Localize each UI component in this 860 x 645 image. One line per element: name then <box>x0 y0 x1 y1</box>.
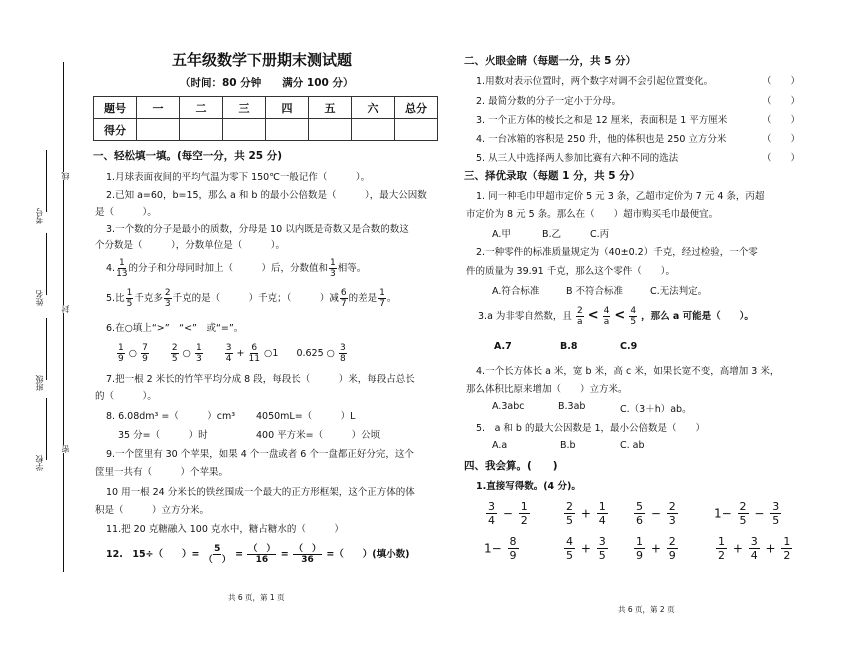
q4-f2-den: 3 <box>330 269 336 279</box>
section-2-heading: 二、火眼金睛（每题一分，共 5 分） <box>464 55 637 67</box>
judge-2: 2. 最简分数的分子一定小于分母。 <box>476 96 622 107</box>
q12-fraction-2 <box>247 544 276 565</box>
section-3-heading: 三、择优录取（每题 1 分，共 5 分） <box>464 170 641 182</box>
c3-suffix: ，那么 a 可能是（ ）。 <box>641 311 754 322</box>
calc-fraction <box>564 535 575 562</box>
calc-fraction-num: 1 <box>520 500 528 513</box>
q6-item2-a <box>171 343 179 364</box>
q6-item3-plus <box>249 343 260 364</box>
calc-operator: 1− <box>714 506 736 521</box>
calc-fraction-den: 4 <box>598 514 606 527</box>
calc-operator: − <box>750 506 769 521</box>
c3-f1-den: a <box>577 317 583 327</box>
calc-fraction <box>749 535 760 562</box>
q4-f1-num: 1 <box>118 258 125 268</box>
calc-expression <box>562 535 610 562</box>
choice-3-option-a[interactable]: A.7 <box>494 341 512 352</box>
cut-mark-feng: 封 <box>61 305 70 313</box>
calc-fraction <box>667 500 678 527</box>
q5-f4-den: 7 <box>379 299 385 309</box>
c3-f3-num: 4 <box>630 306 637 316</box>
q5-f4-num: 1 <box>379 288 385 298</box>
calc-fraction-den: 5 <box>772 514 780 527</box>
choice-4-line1: 4.一个长方体长 a 米，宽 b 米，高 c 米，如果长宽不变，高增加 3 米， <box>476 366 780 377</box>
q5-fraction-3 <box>340 288 348 309</box>
q6-i1b-num: 7 <box>142 343 148 353</box>
calc-operator: + <box>577 506 595 521</box>
calc-fraction-den: 9 <box>509 549 517 562</box>
score-row-label: 得分 <box>94 119 137 141</box>
q6-compare-circle[interactable]: ○ <box>326 348 335 359</box>
judge-4-paren[interactable]: （ ） <box>762 134 801 145</box>
name-blank <box>46 233 47 295</box>
choice-5-option-a[interactable]: A.a <box>492 440 508 451</box>
binding-label-school: 学校 <box>35 455 44 471</box>
question-8-b2: 400 平方米=（ ）公顷 <box>256 430 381 441</box>
calc-operator: + <box>577 541 595 556</box>
c3-fraction-3 <box>629 306 637 327</box>
calc-operator: − <box>499 506 517 521</box>
question-2-line1: 2.已知 a=60，b=15，那么 a 和 b 的最小公倍数是（ ），最大公因数 <box>106 190 427 201</box>
q6-compare-circle[interactable]: ○ <box>264 348 273 359</box>
q12-suffix: =（ ）(填小数) <box>326 549 410 560</box>
score-table-header-row <box>94 97 438 119</box>
question-9-line2: 筐里一共有（ ）个苹果。 <box>95 467 229 478</box>
calc-fraction-num: 1 <box>718 535 725 548</box>
q6-i4b-den: 8 <box>340 354 346 364</box>
calc-expression <box>484 535 521 562</box>
q12-f1-num: 5 <box>214 544 221 554</box>
q6-i2b-den: 3 <box>195 354 202 364</box>
score-table <box>93 96 438 141</box>
q6-i3a-den: 4 <box>225 354 232 364</box>
equals-sign: = <box>280 549 289 560</box>
score-header-cell: 四 <box>266 97 309 119</box>
question-11: 11.把 20 克糖融入 100 克水中，糖占糖水的（ ） <box>106 524 344 535</box>
left-page-footer: 共 6 页，第 1 页 <box>228 593 285 602</box>
choice-1-line1: 1. 同一种毛巾甲超市定价 5 元 3 条，乙超市定价为 7 元 4 条，丙超 <box>476 191 765 202</box>
question-10-line2: 积是（ ）立方分米。 <box>95 505 210 516</box>
calc-fraction <box>634 500 645 527</box>
choice-1-option-c[interactable]: C.丙 <box>590 229 610 240</box>
judge-1-paren[interactable]: （ ） <box>762 76 801 87</box>
question-3-line1: 3.一个数的分子是最小的质数，分母是 10 以内既是奇数又是合数的数这 <box>106 224 409 235</box>
cut-mark-xian: 线 <box>61 172 70 180</box>
q6-item1-a <box>117 343 125 364</box>
calc-fraction-den: 5 <box>566 514 573 527</box>
c3-fraction-1 <box>576 306 584 327</box>
c3-f1-num: 2 <box>576 306 583 316</box>
score-header-cell: 三 <box>223 97 266 119</box>
q5-suffix: 。 <box>386 293 397 304</box>
binding-label-class: 班级 <box>35 375 44 391</box>
calc-fraction-num: 1 <box>598 500 606 513</box>
q5-f2-den: 3 <box>164 299 171 309</box>
calc-operator: − <box>647 506 665 521</box>
calc-fraction-num: 2 <box>566 500 573 513</box>
choice-3 <box>478 306 754 327</box>
q12-fraction-1 <box>204 544 231 565</box>
calc-fraction <box>597 535 608 562</box>
q6-item4-b <box>339 343 347 364</box>
q12-f1-den: （ ） <box>203 555 231 565</box>
q6-i1a-den: 9 <box>118 354 124 364</box>
right-page-footer: 共 6 页，第 2 页 <box>618 605 675 614</box>
choice-3-option-b[interactable]: B.8 <box>560 341 578 352</box>
question-8-a1: 8. 6.08dm³ =（ ）cm³ <box>106 411 236 422</box>
q6-i1b-den: 9 <box>142 354 148 364</box>
q5-f1-num: 1 <box>126 288 133 298</box>
choice-2-option-a[interactable]: A.符合标准 <box>492 286 540 297</box>
q6-i4-lead: 0.625 <box>296 348 324 359</box>
score-input-cell[interactable] <box>266 119 309 141</box>
binding-label-name: 姓名 <box>35 290 44 306</box>
question-6-items <box>116 343 348 364</box>
calc-fraction-num: 5 <box>636 500 643 513</box>
q12-f2-den: 16 <box>255 555 269 565</box>
calc-fraction-den: 2 <box>783 549 791 562</box>
calc-fraction <box>519 500 530 527</box>
calc-operator: 1− <box>484 541 506 556</box>
cut-mark-mi: 密 <box>61 445 70 453</box>
calc-operator: + <box>647 541 665 556</box>
calc-operator: + <box>729 541 747 556</box>
calc-fraction-num: 2 <box>739 500 747 513</box>
question-2-line2: 是（ ）。 <box>95 207 157 218</box>
q4-f2-num: 1 <box>330 258 336 268</box>
q6-i3p-den: 11 <box>248 354 260 364</box>
q5-f3-num: 6 <box>340 288 347 298</box>
plus-sign: + <box>236 348 245 359</box>
kaohao-blank <box>46 150 47 212</box>
calc-fraction-den: 6 <box>636 514 643 527</box>
calc-fraction-num: 1 <box>636 535 643 548</box>
score-table-score-row <box>94 119 438 141</box>
choice-1-line2: 市定价为 8 元 5 条。那么在（ ）超市购买毛巾最便宜。 <box>466 209 719 220</box>
q5-mid2: 千克的是（ ）千克；（ ）减 <box>172 293 339 304</box>
school-blank <box>46 398 47 460</box>
question-7-line1: 7.把一根 2 米长的竹竿平均分成 8 段，每段长（ ）米，每段占总长 <box>106 374 415 385</box>
q5-mid3: 的差是 <box>348 293 378 304</box>
calc-fraction-num: 3 <box>772 500 780 513</box>
choice-5-option-c[interactable]: C. ab <box>620 440 645 451</box>
calc-fraction-den: 5 <box>598 549 606 562</box>
calc-fraction <box>667 535 678 562</box>
q4-fraction-1 <box>116 258 127 279</box>
q4-middle: 的分子和分母同时加上（ ）后，分数值和 <box>128 263 329 274</box>
c3-prefix: 3.a 为非零自然数，且 <box>478 311 572 322</box>
q12-fraction-3 <box>293 544 322 565</box>
score-input-cell[interactable] <box>223 119 266 141</box>
calc-fraction-num: 2 <box>668 500 676 513</box>
calc-fraction <box>486 500 497 527</box>
calc-expression <box>562 500 610 527</box>
choice-2-line1: 2.一种零件的标准质量规定为（40±0.2）千克，经过检验，一个零 <box>476 247 758 258</box>
equals-sign: = <box>235 549 244 560</box>
q12-f2-num: （ ） <box>248 544 276 554</box>
choice-4-option-b[interactable]: B.3ab <box>558 401 586 412</box>
question-8-b1: 35 分=（ ）时 <box>118 430 208 441</box>
binding-line <box>63 62 64 572</box>
question-8-a2: 4050mL=（ ）L <box>256 411 356 422</box>
score-header-cell: 题号 <box>94 97 137 119</box>
calc-expression <box>714 500 783 527</box>
score-header-cell: 总分 <box>395 97 438 119</box>
q12-f3-den: 36 <box>301 555 314 565</box>
choice-3-option-c[interactable]: C.9 <box>620 341 638 352</box>
calc-fraction <box>770 500 781 527</box>
calc-fraction-num: 4 <box>566 535 573 548</box>
question-6: 6.在○填上“>” “<” 或“=”。 <box>106 323 244 334</box>
judge-3: 3. 一个正方体的棱长之和是 12 厘米，表面积是 1 平方厘米 <box>476 115 728 126</box>
q6-item2-b <box>195 343 203 364</box>
q6-i3p-num: 6 <box>251 343 258 353</box>
c3-f3-den: 5 <box>630 317 637 327</box>
q6-i3a-num: 3 <box>225 343 232 353</box>
calc-fraction-num: 3 <box>750 535 758 548</box>
class-blank <box>46 318 47 380</box>
q5-f2-num: 2 <box>164 288 171 298</box>
choice-5: 5. a 和 b 的最大公因数是 1，最小公倍数是（ ） <box>476 423 706 434</box>
q4-prefix: 4. <box>106 263 116 274</box>
calc-fraction-num: 1 <box>783 535 791 548</box>
q6-item3-a <box>225 343 233 364</box>
score-input-cell[interactable] <box>137 119 180 141</box>
calc-fraction-num: 3 <box>488 500 495 513</box>
q5-fraction-4 <box>378 288 386 309</box>
calc-operator: + <box>761 541 780 556</box>
exam-subtitle: （时间：80 分钟 满分 100 分） <box>180 77 354 89</box>
calc-expression <box>484 500 532 527</box>
choice-4-option-c[interactable]: C.（3＋h）ab。 <box>620 404 692 415</box>
q5-mid1: 千克多 <box>134 293 163 304</box>
question-5 <box>106 288 396 309</box>
score-header-cell: 二 <box>180 97 223 119</box>
judge-5-paren[interactable]: （ ） <box>762 153 801 164</box>
q6-i2b-num: 1 <box>195 343 202 353</box>
score-input-cell[interactable] <box>395 119 438 141</box>
calc-fraction-den: 3 <box>668 514 676 527</box>
q4-suffix: 相等。 <box>337 263 367 274</box>
question-4 <box>106 258 366 279</box>
less-than-sign: < <box>587 308 599 323</box>
calc-fraction-num: 3 <box>598 535 606 548</box>
judge-2-paren[interactable]: （ ） <box>762 96 801 107</box>
score-input-cell[interactable] <box>352 119 395 141</box>
calc-fraction-den: 2 <box>718 549 725 562</box>
choice-5-option-b[interactable]: B.b <box>560 440 576 451</box>
calc-fraction <box>781 535 792 562</box>
calc-fraction-den: 9 <box>668 549 676 562</box>
q4-f1-den: 13 <box>116 269 128 279</box>
q5-f3-den: 7 <box>340 299 347 309</box>
calc-fraction <box>716 535 727 562</box>
q6-i2a-den: 5 <box>171 354 178 364</box>
calc-fraction-den: 5 <box>566 549 573 562</box>
question-7-line2: 的（ ）。 <box>95 391 157 402</box>
q6-compare-circle[interactable]: ○ <box>128 348 138 359</box>
q12-prefix: 12. 15÷（ ）= <box>106 549 200 560</box>
judge-5: 5. 从三人中选择两人参加比赛有六种不同的选法 <box>476 153 679 164</box>
calc-fraction-num: 8 <box>509 535 517 548</box>
choice-4-option-a[interactable]: A.3abc <box>492 401 525 412</box>
calc-expression <box>632 535 680 562</box>
q5-prefix: 5.比 <box>106 293 125 304</box>
calc-fraction-den: 4 <box>488 514 495 527</box>
question-10-line1: 10 用一根 24 分米长的铁丝围成一个最大的正方形框架，这个正方体的体 <box>106 487 415 498</box>
question-12 <box>106 544 410 565</box>
section-4-sub1: 1.直接写得数。(4 分)。 <box>476 481 581 492</box>
section-1-heading: 一、轻松填一填。(每空一分，共 25 分) <box>93 150 283 162</box>
question-9-line1: 9.一个筐里有 30 个苹果，如果 4 个一盘或者 6 个一盘都正好分完，这个 <box>106 449 414 460</box>
score-header-cell: 一 <box>137 97 180 119</box>
choice-2-option-c[interactable]: C.无法判定。 <box>650 286 708 297</box>
q5-fraction-2 <box>164 288 172 309</box>
q6-compare-circle[interactable]: ○ <box>182 348 191 359</box>
q6-item1-b <box>141 343 149 364</box>
q6-i3-tail: 1 <box>272 348 279 359</box>
judge-1: 1.用数对表示位置时，两个数字对调不会引起位置变化。 <box>476 76 714 87</box>
score-header-cell: 六 <box>352 97 395 119</box>
q5-f1-den: 5 <box>126 299 133 309</box>
calc-fraction-den: 2 <box>520 514 528 527</box>
binding-label-kaohao: 考号 <box>35 208 44 224</box>
calc-fraction <box>597 500 608 527</box>
c3-f2-num: 4 <box>603 306 610 316</box>
calc-expression <box>714 535 794 562</box>
choice-1-option-b[interactable]: B.乙 <box>542 229 562 240</box>
judge-4: 4. 一台冰箱的容积是 250 升，他的体积也是 250 立方分米 <box>476 134 727 145</box>
q12-f3-num: （ ） <box>294 544 322 554</box>
section-4-heading: 四、我会算。( ) <box>464 460 558 472</box>
q5-fraction-1 <box>126 288 134 309</box>
score-header-cell: 五 <box>309 97 352 119</box>
q6-i4b-num: 3 <box>340 343 346 353</box>
calc-fraction-num: 2 <box>668 535 676 548</box>
calc-fraction-den: 5 <box>739 514 747 527</box>
calc-fraction <box>564 500 575 527</box>
judge-3-paren[interactable]: （ ） <box>762 115 801 126</box>
calc-fraction <box>738 500 749 527</box>
calc-fraction-den: 9 <box>636 549 643 562</box>
choice-2-option-b[interactable]: B 不符合标准 <box>566 286 624 297</box>
calc-fraction <box>634 535 645 562</box>
choice-2-line2: 件的质量为 39.91 千克，那么这个零件（ ）。 <box>466 266 675 277</box>
choice-1-option-a[interactable]: A.甲 <box>492 229 511 240</box>
q6-i2a-num: 2 <box>171 343 178 353</box>
c3-f2-den: a <box>603 317 610 327</box>
q4-fraction-2 <box>329 258 337 279</box>
calc-expression <box>632 500 680 527</box>
q6-i1a-num: 1 <box>118 343 124 353</box>
choice-4-line2: 那么体积比原来增加（ ）立方米。 <box>466 384 628 395</box>
c3-fraction-2 <box>603 306 611 327</box>
score-input-cell[interactable] <box>309 119 352 141</box>
calc-fraction <box>508 535 519 562</box>
question-1: 1.月球表面夜间的平均气温为零下 150℃一般记作（ ）。 <box>106 172 371 183</box>
calc-fraction-den: 4 <box>750 549 758 562</box>
question-3-line2: 个分数是（ ），分数单位是（ ）。 <box>95 240 286 251</box>
score-input-cell[interactable] <box>180 119 223 141</box>
less-than-sign: < <box>614 308 626 323</box>
exam-title: 五年级数学下册期末测试题 <box>172 51 353 69</box>
